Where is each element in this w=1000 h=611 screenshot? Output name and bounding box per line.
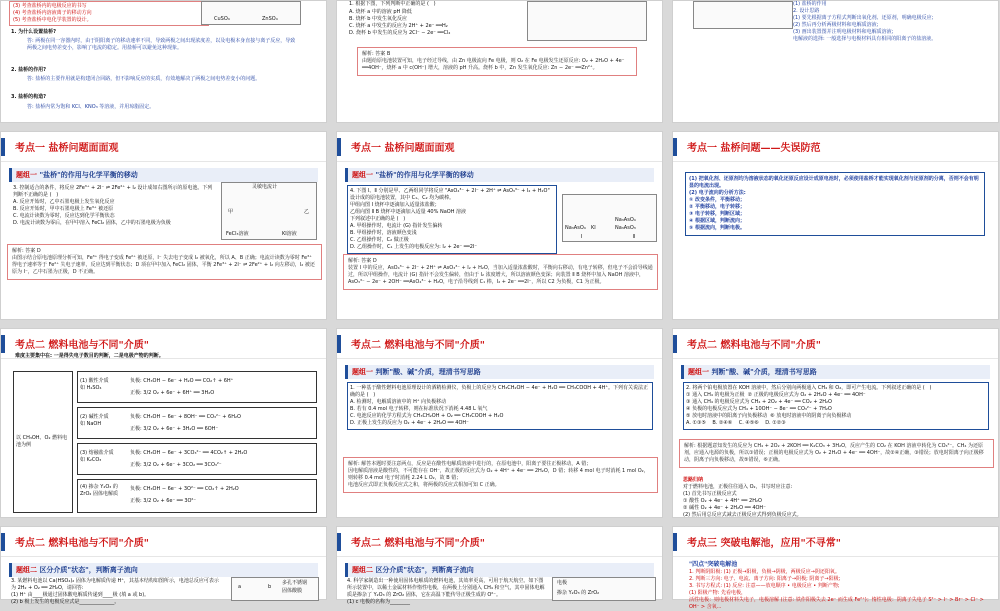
slide-thumbnail-5[interactable] xyxy=(336,131,663,320)
slide2-cell-figure xyxy=(527,1,647,41)
slide-thumbnail-3[interactable] xyxy=(672,0,999,123)
slide5-sub-tag: 题组一 xyxy=(352,171,373,179)
slide4-fig-label-yi: 乙 xyxy=(304,209,310,215)
slide11-subheading xyxy=(345,563,654,577)
slide3-figure xyxy=(693,1,793,29)
slide7-row-3-pos: 正极: 3/2 O₂ + 6e⁻ + 3CO₂ ══ 3CO₃²⁻ xyxy=(130,462,222,468)
slide1-question-3: 3. 盐桥的构造? xyxy=(11,94,47,100)
slide10-fig-label-1: 多孔不锈钢 xyxy=(282,580,308,586)
slide5-question: 4. 下图 Ⅰ、Ⅱ 分别是甲、乙两组同学将反应 "AsO₄³⁻ + 2I⁻ + 2H⁺ ⇌ AsO₃³⁻ + I₂ + H₂O" 设计成的原电池装置，其中 C₁、C₂ 均为碳棒。 甲组向图 Ⅰ 烧杯中逐滴加入适量浓盐酸； 乙组向图 Ⅱ B 烧杯中逐滴加入适量 40% NaOH 溶液 下列叙述中正确的是 ( ) A. 甲组操作时，电流计 (G) 指针发生偏转 B. 甲组操作时，溶液颜色变浅 C. 乙组操作时，C₂ 做正极 D. 乙组操作时，C₁ 上发生的电极反应为: I₂ + 2e⁻ ══2I⁻ xyxy=(347,185,557,254)
slide-thumbnail-6[interactable] xyxy=(672,131,999,320)
slide11-fig-label-2: 掺杂 Y₂O₃ 的 ZrO₂ xyxy=(557,590,600,596)
slide7-row-4-neg: 负极: CH₃OH − 6e⁻ + 3O²⁻ ══ CO₂↑ + 2H₂O xyxy=(130,486,239,492)
slide7-row-1-neg: 负极: CH₃OH − 6e⁻ + H₂O ══ CO₂↑ + 6H⁺ xyxy=(130,378,234,384)
slide7-header-text: 考点二 燃料电池与不同"介质" xyxy=(15,340,149,351)
slide7-row-4 xyxy=(77,479,317,513)
slide1-answer-2: 答: 盐桥的主要作用就是构建闭合回路，但不影响反应的实质，有效地解决了两极之间电势差变小的问题。 xyxy=(27,76,261,82)
slide10-header xyxy=(1,527,326,557)
slide11-question: 4. 科学家制造出一种使用固体电解质的燃料电池，其效率更高，可用于航天航空。如下图所示装置中，以稀土金属材料作惰性电极，在两极上分别通入 CH₄ 和空气，其中固体电解质是掺杂了 Y₂O₃ 的 ZrO₂ 固体，它在高温下能传导正极生成的 O²⁻。 (1) c 电极的名称为________ xyxy=(347,578,545,605)
slide4-fig-label-galvanometer: 灵敏电流计 xyxy=(252,184,278,190)
slide9-summary: 对于燃料电池，正极往往通入 O₂，书写时应注意: (1) 首先书写正极反应式 ① 酸性 O₂ + 4e⁻ + 4H⁺ ══ 2H₂O ② 碱性 O₂ + 4e⁻ + 2H₂O ══ 4OH⁻ (2) 然后用总反应式减去正极反应式得到负极反应式。 xyxy=(683,484,802,518)
slide9-header-text: 考点二 燃料电池与不同"介质" xyxy=(687,340,821,351)
slide10-fig-label-2: 固体酸膜 xyxy=(282,588,303,594)
slide3-design-items: (1) 盐桥的作用 2. 设计思路 (1) 要先根据离子方程式判断出氧化剂、还原剂，明确电极反应; (2) 然后再分析两极材料和电解质溶液; (3) 画出装置图并注明电极材料和电解质溶液; 电解液的选择: 一般选择与电极材料具有相同的阳离子的盐溶液。 xyxy=(793,1,937,42)
slide1-fig-label-znso4: ZnSO₄ xyxy=(262,16,278,22)
slide-thumbnail-9[interactable] xyxy=(672,328,999,518)
slide1-objectives: (3) 考查盐桥内的电极反应的书写 (4) 考查盐桥内溶液离子的移动方向 (5) 考查盐桥中电化学装置的设计。 xyxy=(9,1,209,26)
slide6-items: (1) 把氧化剂、还原剂均为溶液状态的氧化还原反应设计成原电池时，必须使用盐桥才能实现氧化剂与还原剂的分离，否则不会有明显的电流出现。 (2) 电子流向的分析方法: ① 改变条件，平衡移动； ② 平衡移动，电子转移； ③ 电子转移，判断区域； ④ 根据区域，判断流向； ⑤ 根据流向，判断电极。 xyxy=(685,172,985,236)
slide2-question-intro: 1. 根据下图，下列判断中正确的是 ( ) xyxy=(349,1,436,7)
slide4-sub-text: "盐桥"的作用与化学平衡的移动 xyxy=(39,171,138,179)
slide4-fig-label-fecl3: FeCl₃溶液 xyxy=(226,231,249,237)
slide4-subheading xyxy=(9,168,318,182)
slide4-header-text: 考点一 盐桥问题面面观 xyxy=(15,143,119,154)
slide-thumbnail-1[interactable] xyxy=(0,0,327,123)
slide7-row-2-cond: (2) 碱性介质 如 NaOH xyxy=(80,414,109,427)
slide10-fig-label-a: a xyxy=(238,584,242,590)
slide4-header xyxy=(1,132,326,162)
slide5-answer-box: 解析: 答案 D 装置 Ⅰ 中的反应，AsO₄³⁻ + 2I⁻ + 2H⁺ ⇌ AsO₃³⁻ + I₂ + H₂O，当加入适量浓盐酸时，平衡向右移动，有电子转移，但电子不会沿导线通过，所以甲组操作，电流计 (G) 指针不会发生偏转，但由于 I₂ 浓度增大，所以溶液颜色变深；向装置 Ⅱ B 烧杯中加入 NaOH 溶液中，AsO₃³⁻ − 2e⁻ + 2OH⁻ ══AsO₄³⁻ + H₂O，电子沿导线到 C₁ 棒，I₂ + 2e⁻ ══2I⁻，所以 C2 为负极，C1 为正极。 xyxy=(343,254,658,290)
slide7-row-4-pos: 正极: 3/2 O₂ + 6e⁻ ══ 3O²⁻ xyxy=(130,498,197,504)
slide8-sub-tag: 题组一 xyxy=(352,368,373,376)
slide10-fuel-cell-figure xyxy=(231,577,319,601)
slide9-sub-text: 判断"酸、碱"介质，理清书写思路 xyxy=(711,368,817,376)
slide12-box-title: "四点"突破电解池 xyxy=(689,561,738,568)
slide2-answer-box: 解析: 答案 B 由题给原电池装置可知，电子经过导线，由 Zn 电极流向 Fe 电极，则 O₂ 在 Fe 电极发生还原反应: O₂ + 2H₂O + 4e⁻ ══4OH⁻，烧杯 a 中 c(OH⁻) 增大，溶液的 pH 升高。烧杯 b 中，Zn 发生氧化反应: Zn − 2e⁻ ══Zn²⁺。 xyxy=(357,47,637,76)
slide7-row-1 xyxy=(77,371,317,403)
slide12-items: 1. 判断阴阳极: (1) 正极→阳极，负极→阴极，两极反应→阴还阳氧。 2. 判断三方向: 电子、电流、离子方向: 阳离子→阴极; 阴离子→阳极; 3. 书写方程式: (1) 反应: 注意——放电顺序 • 电极反应 • 判断产物; (1) 阳极产物: 先看电极， 活性电极：则电极材料失电子，电极溶解 (注意: 铁作阳极失去 2e⁻ 而生成 Fe²⁺)；惰性电极：阴离子失电子 S²⁻ > I⁻ > Br⁻ > Cl⁻ > OH⁻ > 含氧... xyxy=(689,569,984,610)
slide7-row-1-pos: 正极: 3/2 O₂ + 6e⁻ + 6H⁺ ══ 3H₂O xyxy=(130,390,215,396)
slide8-header xyxy=(337,329,662,359)
slide10-subheading xyxy=(9,563,318,577)
slide7-intro: 难度主要集中在: 一是得失电子数目的判断，二是电极产物的判断。 xyxy=(15,353,164,359)
slide11-sub-tag: 题组二 xyxy=(352,566,373,574)
slide4-fig-label-jia: 甲 xyxy=(228,209,234,215)
slide1-fig-label-cuso4: CuSO₄ xyxy=(214,16,230,22)
slide11-header-text: 考点二 燃料电池与不同"介质" xyxy=(351,538,485,549)
slide-thumbnail-4[interactable] xyxy=(0,131,327,320)
slide7-row-2-neg: 负极: CH₃OH − 6e⁻ + 8OH⁻ ══ CO₃²⁻ + 6H₂O xyxy=(130,414,241,420)
slide-thumbnail-7[interactable] xyxy=(0,328,327,518)
slide5-header-text: 考点一 盐桥问题面面观 xyxy=(351,143,455,154)
slide-thumbnail-10[interactable] xyxy=(0,526,327,605)
slide6-header xyxy=(673,132,998,162)
slide7-row-2 xyxy=(77,407,317,439)
slide5-fig-label-5: Ⅰ xyxy=(581,234,583,240)
slide8-subheading xyxy=(345,365,654,379)
slide-thumbnail-11[interactable] xyxy=(336,526,663,605)
slide-thumbnail-8[interactable] xyxy=(336,328,663,518)
slide5-fig-label-1: Na₃AsO₄ xyxy=(565,225,586,231)
slide6-header-text: 考点一 盐桥问题——失误防范 xyxy=(687,143,821,154)
slide7-row-3 xyxy=(77,443,317,475)
slide1-question-2: 2. 盐桥的作用? xyxy=(11,67,47,73)
slide11-fuel-cell-figure xyxy=(552,577,656,601)
slide9-answer-box: 解析: 根据题意知发生的反应为 CH₄ + 2O₂ + 2KOH ══ K₂CO₃ + 3H₂O，反应产生的 CO₂ 在 KOH 溶液中转化为 CO₃²⁻。CH₄ 为还原剂，应通入电源的负极，所以①错误；正极的电极反应式为 O₂ + 2H₂O + 4e⁻ ══ 4OH⁻，故②④正确，③错误；放电时阳离子向正极移动，阴离子向负极移动，故⑤错误，⑥正确。 xyxy=(679,439,994,468)
slide5-header xyxy=(337,132,662,162)
slide10-header-text: 考点二 燃料电池与不同"介质" xyxy=(15,538,149,549)
slide8-sub-text: 判断"酸、碱"介质，理清书写思路 xyxy=(375,368,481,376)
slide10-sub-tag: 题组二 xyxy=(16,566,37,574)
slide1-beaker-figure xyxy=(201,1,301,25)
slide4-salt-bridge-figure xyxy=(221,182,317,240)
slide5-cell-figure xyxy=(562,194,657,242)
slide11-header xyxy=(337,527,662,557)
slide-thumbnail-12[interactable] xyxy=(672,526,999,610)
slide2-options: A. 烧杯 a 中的溶液 pH 降低 B. 烧杯 b 中发生氧化反应 C. 烧杯 a 中发生的反应为 2H⁺ + 2e⁻ ══H₂ D. 烧杯 b 中发生的反应为 2Cl⁻ − 2e⁻ ══Cl₂ xyxy=(349,9,451,36)
slide5-fig-label-4: Na₃AsO₃ xyxy=(615,225,636,231)
slide4-question: 3. 控制适合的条件，将反应 2Fe³⁺ + 2I⁻ ⇌ 2Fe²⁺ + I₂ 设计成如右图所示的原电池。下列判断不正确的是 ( ) A. 反应开始时，乙中石墨电极上发生氧化反应 B. 反应开始时，甲中石墨电极上 Fe³⁺ 被还原 C. 电流计读数为零时，反应达到化学平衡状态 D. 电流计读数为零后，在甲中溶入 FeCl₂ 固体，乙中的石墨电极为负极 xyxy=(13,185,213,226)
slide9-summary-title: 思路归纳 xyxy=(683,477,704,483)
slide5-fig-label-3: Na₃AsO₄ xyxy=(615,217,636,223)
slide8-question: 1. 一种基于酸性燃料电池原理设计的酒精检测仪，负极上的反应为 CH₃CH₂OH − 4e⁻ + H₂O ══ CH₃COOH + 4H⁺。下列有关说法正确的是 ( ) A. 检测时，电解质溶液中的 H⁺ 向负极移动 B. 若有 0.4 mol 电子转移，则在标准状况下消耗 4.48 L 氧气 C. 电池反应的化学方程式为 CH₃CH₂OH + O₂ ══ CH₃COOH + H₂O D. 正极上发生的反应为 O₂ + 4e⁻ + 2H₂O ══ 4OH⁻ xyxy=(347,382,653,430)
slide8-header-text: 考点二 燃料电池与不同"介质" xyxy=(351,340,485,351)
slide10-question: 3. 某燃料电池以 Ca(HSO₄)₂ 固体为电解质传递 H⁺，其基本结构如图所示，电池总反应可表示为 2H₂ + O₂ ══ 2H₂O，请回答: (1) H⁺ 由____极通过固体酸电解质传递到____极 (填 a 或 b)。 (2) b 极上发生的电极反应式是______________。 xyxy=(11,578,219,605)
slide9-question: 2. 将两个铂电极放置在 KOH 溶液中，然后分别向两极通入 CH₄ 和 O₂，即可产生电流。下列叙述正确的是 ( ) ① 通入 CH₄ 的电极为正极 ② 正极的电极反应式为 O₂ + 2H₂O + 4e⁻ ══ 4OH⁻ ③ 通入 CH₄ 的电极反应式为 CH₄ + 2O₂ + 4e⁻ ══ CO₂ + 2H₂O ④ 负极的电极反应式为 CH₄ + 10OH⁻ − 8e⁻ ══ CO₃²⁻ + 7H₂O ⑤ 放电时溶液中的阳离子向负极移动 ⑥ 放电时溶液中的阴离子向负极移动 A. ①③⑤ B. ②④⑥ C. ④⑤⑥ D. ①②③ xyxy=(683,382,989,430)
slide10-fig-label-b: b xyxy=(268,584,272,590)
slide7-left-label: 以 CH₃OH、O₂ 燃料电池为例 xyxy=(16,435,68,448)
slide11-sub-text: 区分介质"状态"，判断离子流向 xyxy=(375,566,474,574)
slide4-fig-label-ki: KI溶液 xyxy=(282,231,297,237)
slide7-row-3-cond: (3) 熔融盐介质 如 K₂CO₃ xyxy=(80,450,114,463)
slide8-answer-box: 解析: 解答本题时要注意两点，反应是在酸性电解质溶液中进行的，在原电池中，阳离子要往正极移动，A 错； 因电解质溶液是酸性的，不可能存在 OH⁻，故正极的反应式为 O₂ + 4H⁺ + 4e⁻ ══ 2H₂O，D 错；转移 4 mol 电子时消耗 1 mol O₂，则转移 0.4 mol 电子时消耗 2.24 L O₂，故 B 错； 电池反应式即正负极反应式之和，将两极的反应式相加可知 C 正确。 xyxy=(343,457,658,493)
slide7-row-4-cond: (4) 掺杂 Y₂O₃ 的 ZrO₂ 固体电解质 xyxy=(80,484,120,497)
slide5-subheading xyxy=(345,168,654,182)
slide7-row-3-neg: 负极: CH₃OH − 6e⁻ + 3CO₃²⁻ ══ 4CO₂↑ + 2H₂O xyxy=(130,450,248,456)
slide-thumbnail-2[interactable] xyxy=(336,0,663,123)
slide9-header xyxy=(673,329,998,359)
slide5-fig-label-2: KI xyxy=(591,225,596,231)
slide12-header-text: 考点三 突破电解池，应用"不寻常" xyxy=(687,538,841,549)
slide10-sub-text: 区分介质"状态"，判断离子流向 xyxy=(39,566,138,574)
slide12-header xyxy=(673,527,998,557)
slide7-row-2-pos: 正极: 3/2 O₂ + 6e⁻ + 3H₂O ══ 6OH⁻ xyxy=(130,426,219,432)
slide1-answer-1: 答: 两极在同一容器内时，由于阴阳离子的移动速率不同，导致两极之间出现浓度差，以及电极本身直接与离子反应，导致两极之间电势差变小，影响了电流的稳定。用盐桥可以避免这种现象。 xyxy=(27,38,296,51)
slide4-sub-tag: 题组一 xyxy=(16,171,37,179)
slide7-left-label-box xyxy=(13,371,73,513)
slide7-row-1-cond: (1) 酸性介质 如 H₂SO₄ xyxy=(80,378,109,391)
slide9-subheading xyxy=(681,365,990,379)
slide1-question-1: 1. 为什么设置盐桥? xyxy=(11,29,57,35)
slide4-answer-box: 解析: 答案 D 由图示结合原电池原理分析可知，Fe³⁺ 得电子变成 Fe²⁺ 被还原，I⁻ 失去电子变成 I₂ 被氧化，所以 A、B 正确；电流计读数为零时 Fe³⁺ 得电子速率等于 Fe²⁺ 失电子速率，反应达到平衡状态；D 项在甲中加入 FeCl₂ 固体，平衡 2Fe³⁺ + 2I⁻ ⇌ 2Fe²⁺ + I₂ 向左移动，I₂ 被还原为 I⁻，乙中石墨为正极，D 不正确。 xyxy=(7,244,322,280)
slide5-sub-text: "盐桥"的作用与化学平衡的移动 xyxy=(375,171,474,179)
slide9-sub-tag: 题组一 xyxy=(688,368,709,376)
slide11-fig-label-1: 电极 xyxy=(557,580,568,586)
slide1-answer-3: 答: 盐桥内常为饱和 KCl、KNO₃ 等溶液，并用琼脂固定。 xyxy=(27,104,155,110)
slide5-fig-label-6: Ⅱ xyxy=(633,234,636,240)
